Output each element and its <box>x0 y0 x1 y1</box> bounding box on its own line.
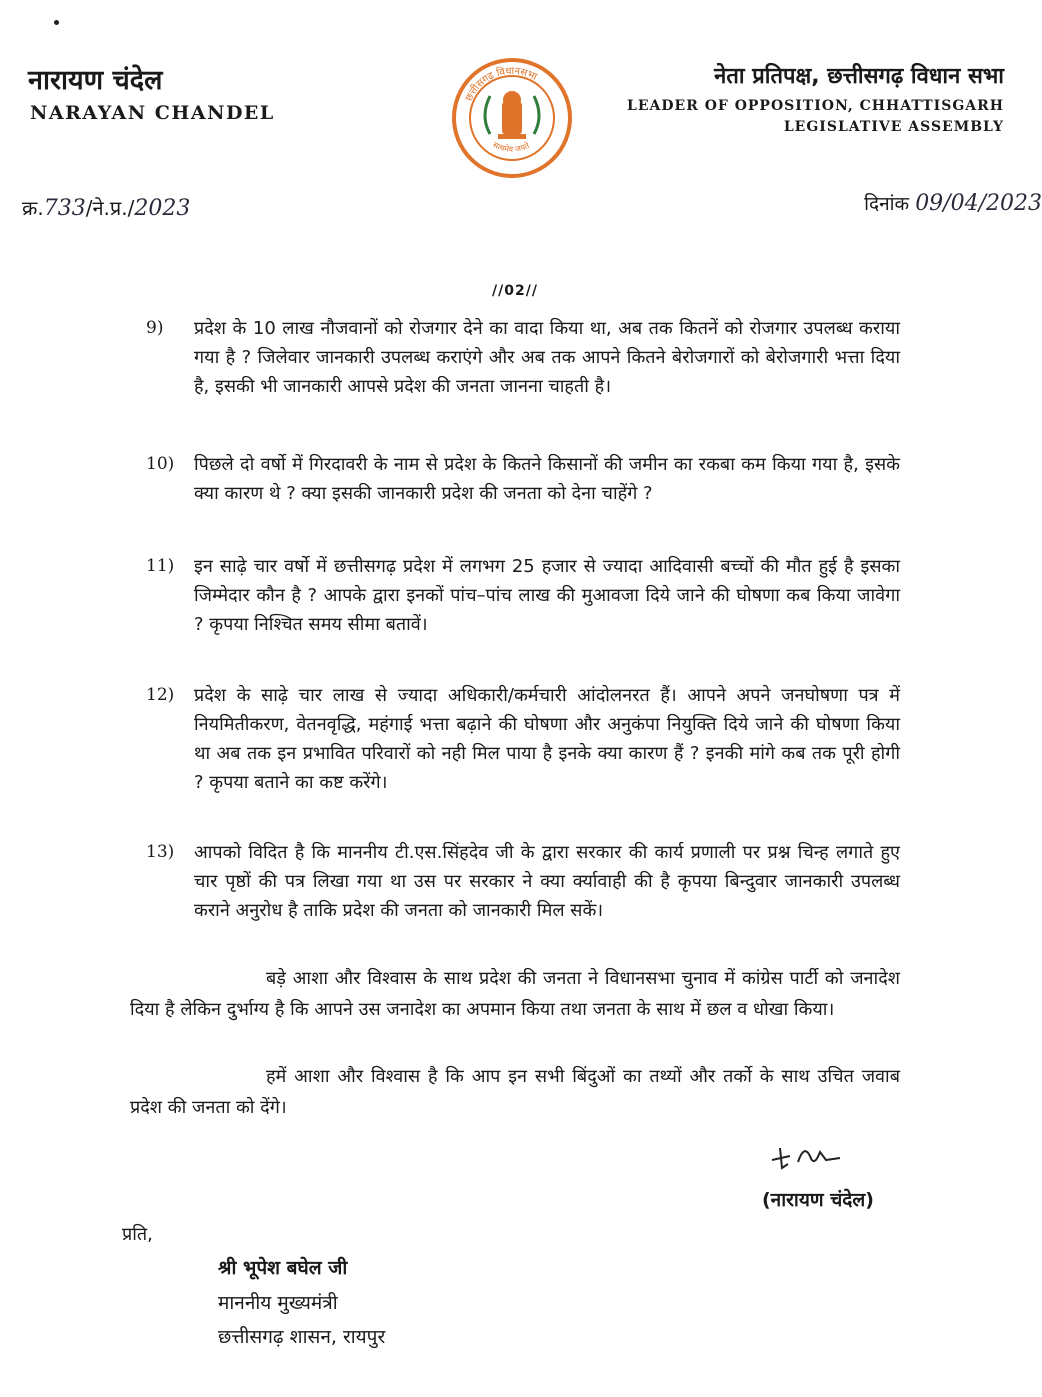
office-title-english: LEADER OF OPPOSITION, CHHATTISGARH LEGISLATIVE ASSEMBLY <box>627 98 1004 135</box>
question-item: 10) पिछले दो वर्षो में गिरदावरी के नाम से प्रदेश के कितने किसानों की जमीन का रकबा कम किया गया है, इसके क्या कारण थे ? क्या इसकी जानकारी प्रदेश की जनता को देना चाहेंगे ? <box>146 454 900 504</box>
assembly-seal-icon <box>450 56 574 180</box>
question-item: 11) इन साढ़े चार वर्षो में छत्तीसगढ़ प्रदेश में लगभग 25 हजार से ज्यादा आदिवासी बच्चों की मौत हुई है इसका जिम्मेदार कौन है ? आपके द्वारा इनकों पांच–पांच लाख की मुआवजा दिये जाने की घोषणा कब किया जावेगा ? कृपया निश्चित समय सीमा बतावें। <box>146 556 900 635</box>
sender-name-english: NARAYAN CHANDEL <box>30 102 275 124</box>
recipient-label: प्रति, <box>122 1224 153 1245</box>
seal-text-bottom: सत्यमेव जयते <box>491 140 531 154</box>
letter-date: दिनांक 09/04/2023 <box>864 191 1042 216</box>
sender-name-hindi: नारायण चंदेल <box>28 65 163 96</box>
office-title-hindi: नेता प्रतिपक्ष, छत्तीसगढ़ विधान सभा <box>714 64 1004 89</box>
question-item: 13) आपको विदित है कि माननीय टी.एस.सिंहदेव जी के द्वारा सरकार की कार्य प्रणाली पर प्रश्न चिन्ह लगाते हुए चार पृष्ठों की पत्र लिखा गया था उस पर सरकार ने क्या र्क्यावाही की है कृपया बिन्दुवार जानकारी उपलब्ध कराने अनुरोध है ताकि प्रदेश की जनता को जानकारी मिल सकें। <box>146 842 900 921</box>
seal-text-top: छत्तीसगढ़ विधानसभा <box>463 65 539 104</box>
stray-mark <box>54 20 59 25</box>
recipient-designation: माननीय मुख्यमंत्री <box>218 1292 338 1314</box>
page-number: //02// <box>492 283 538 299</box>
signature-icon <box>770 1138 870 1178</box>
recipient-name: श्री भूपेश बघेल जी <box>218 1257 348 1279</box>
recipient-office: छत्तीसगढ़ शासन, रायपुर <box>218 1326 386 1348</box>
closing-paragraph: हमें आशा और विश्वास है कि आप इन सभी बिंदुओं का तथ्यों और तर्को के साथ उचित जवाब प्रदेश की जनता को देंगे। <box>130 1066 900 1118</box>
signatory-name: (नारायण चंदेल) <box>762 1189 874 1211</box>
closing-paragraph: बड़े आशा और विश्वास के साथ प्रदेश की जनता ने विधानसभा चुनाव में कांग्रेस पार्टी को जनादेश दिया है लेकिन दुर्भाग्य है कि आपने उस जनादेश का अपमान किया तथा जनता के साथ में छल व धोखा किया। <box>130 968 900 1020</box>
question-item: 12) प्रदेश के साढ़े चार लाख से ज्यादा अधिकारी/कर्मचारी आंदोलनरत हैं। आपने अपने जनघोषणा पत्र में नियमितीकरण, वेतनवृद्धि, महंगाई भत्ता बढ़ाने की घोषणा और अनुकंपा नियुक्ति दिये जाने की घोषणा किया था अब तक इन प्रभावित परिवारों को नही मिल पाया है इनके क्या कारण हैं ? इनकी मांगे कब तक पूरी होगी ? कृपया बताने का कष्ट करेंगे। <box>146 685 900 793</box>
question-item: 9) प्रदेश के 10 लाख नौजवानों को रोजगार देने का वादा किया था, अब तक कितनें को रोजगार उपलब्ध कराया गया है ? जिलेवार जानकारी उपलब्ध कराएंगे और अब तक आपने कितने बेरोजगारों को बेरोजगारी भत्ता दिया है, इसकी भी जानकारी आपसे प्रदेश की जनता जानना चाहती है। <box>146 318 900 397</box>
reference-number: क्र.733/ने.प्र./2023 <box>22 196 191 221</box>
